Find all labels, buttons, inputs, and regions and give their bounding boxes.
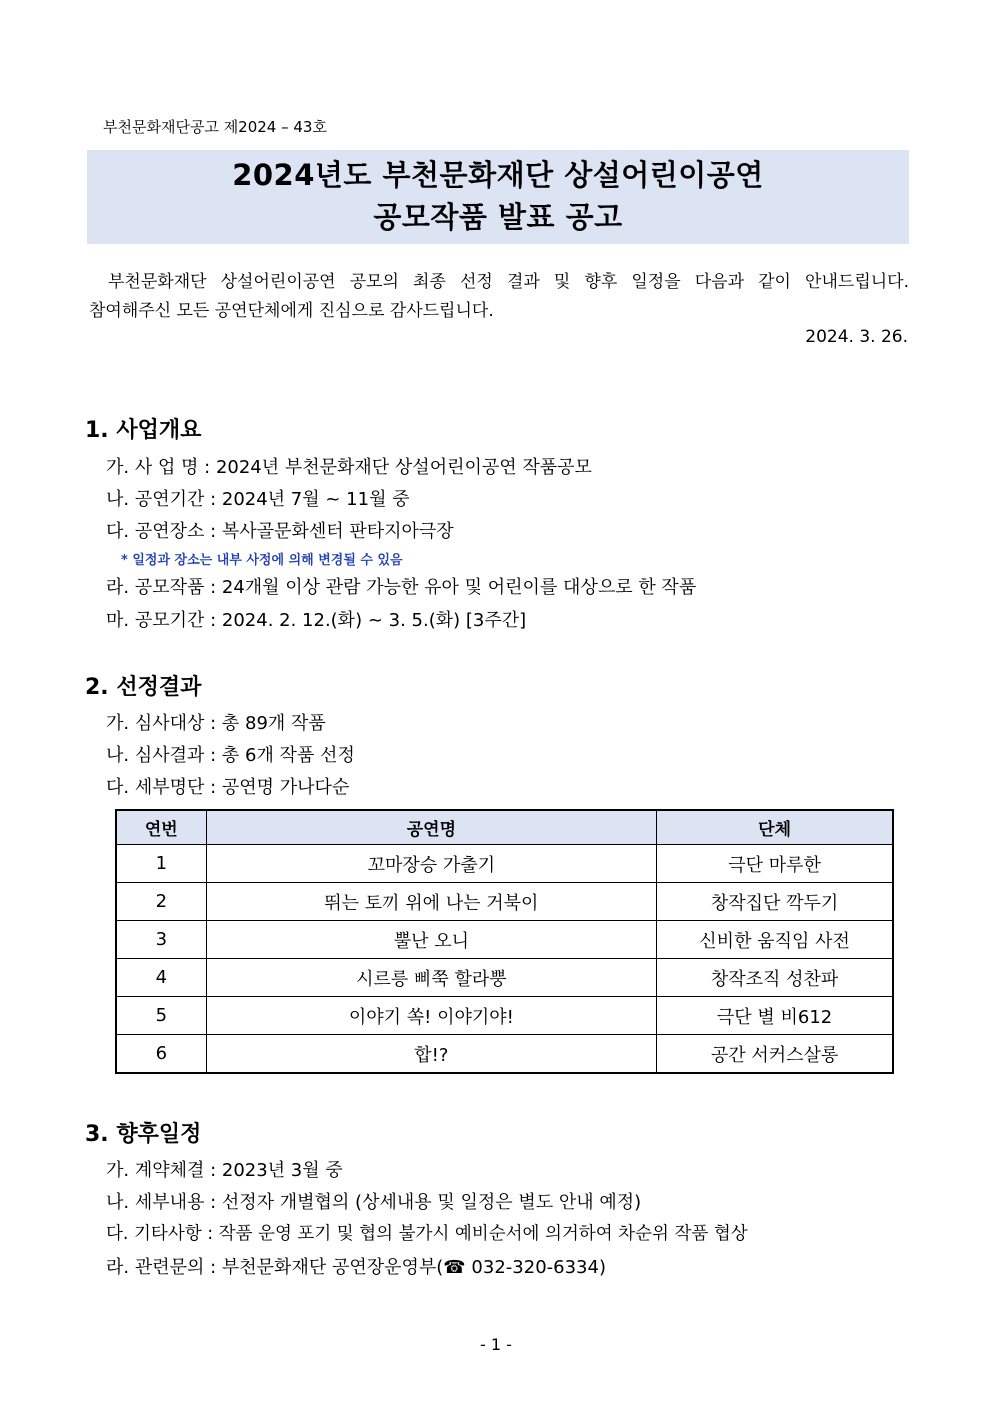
cell-title: 이야기 쏙! 이야기야! [206, 997, 657, 1035]
intro-text [89, 268, 909, 326]
cell-title: 꼬마장승 가출기 [206, 845, 657, 883]
header-title: 공연명 [206, 810, 657, 845]
intro-paragraph-2: 참여해주신 모든 공연단체에게 진심으로 감사드립니다. [89, 301, 494, 321]
cell-number: 2 [116, 883, 206, 921]
section-title-results: 2. 선정결과 [85, 675, 202, 700]
overview-item-name: 가. 사 업 명 : 2024년 부천문화재단 상설어린이공연 작품공모 [106, 457, 592, 478]
section-title-schedule: 3. 향후일정 [85, 1122, 202, 1147]
cell-group: 극단 마루한 [657, 845, 893, 883]
cell-group: 창작조직 성찬파 [657, 959, 893, 997]
schedule-item-details: 나. 세부내용 : 선정자 개별협의 (상세내용 및 일정은 별도 안내 예정) [106, 1192, 642, 1213]
table-row [116, 959, 893, 997]
schedule-item-contract: 가. 계약체결 : 2023년 3월 중 [106, 1160, 343, 1181]
table-row [116, 883, 893, 921]
results-item-reviewed: 가. 심사대상 : 총 89개 작품 [106, 713, 326, 734]
table-row [116, 845, 893, 883]
schedule-item-contact: 라. 관련문의 : 부천문화재단 공연장운영부(☎ 032-320-6334) [106, 1257, 606, 1278]
section-title-overview: 1. 사업개요 [85, 418, 202, 443]
cell-number: 4 [116, 959, 206, 997]
cell-title: 합!? [206, 1035, 657, 1074]
results-item-selected: 나. 심사결과 : 총 6개 작품 선정 [106, 745, 355, 766]
header-group: 단체 [657, 810, 893, 845]
cell-title: 뛰는 토끼 위에 나는 거북이 [206, 883, 657, 921]
notice-number: 부천문화재단공고 제2024 – 43호 [103, 118, 327, 136]
overview-item-target: 라. 공모작품 : 24개월 이상 관람 가능한 유아 및 어린이를 대상으로 한 작품 [106, 577, 697, 598]
page-title-line1: 2024년도 부천문화재단 상설어린이공연 [232, 158, 764, 192]
page-title-line2: 공모작품 발표 공고 [373, 200, 623, 234]
cell-number: 3 [116, 921, 206, 959]
cell-number: 6 [116, 1035, 206, 1074]
cell-group: 신비한 움직임 사전 [657, 921, 893, 959]
cell-group: 창작집단 깍두기 [657, 883, 893, 921]
cell-group: 공간 서커스살롱 [657, 1035, 893, 1074]
cell-number: 5 [116, 997, 206, 1035]
title-banner [87, 150, 909, 244]
overview-item-recruit-period: 마. 공모기간 : 2024. 2. 12.(화) ~ 3. 5.(화) [3주간] [106, 610, 527, 631]
overview-item-venue: 다. 공연장소 : 복사골문화센터 판타지아극장 [106, 521, 454, 542]
cell-group: 극단 별 비612 [657, 997, 893, 1035]
page-number: - 1 - [480, 1335, 512, 1354]
results-item-list: 다. 세부명단 : 공연명 가나다순 [106, 777, 350, 798]
notice-date: 2024. 3. 26. [805, 327, 908, 347]
cell-title: 뿔난 오니 [206, 921, 657, 959]
table-row [116, 1035, 893, 1074]
header-number: 연번 [116, 810, 206, 845]
schedule-item-other: 다. 기타사항 : 작품 운영 포기 및 협의 불가시 예비순서에 의거하여 차순위 작품 협상 [106, 1224, 748, 1244]
cell-title: 시르릉 삐쭉 할라뿡 [206, 959, 657, 997]
overview-note: * 일정과 장소는 내부 사정에 의해 변경될 수 있음 [121, 553, 403, 568]
cell-number: 1 [116, 845, 206, 883]
table-row [116, 921, 893, 959]
table-header-row [116, 810, 893, 845]
table-row [116, 997, 893, 1035]
results-table [115, 809, 894, 1074]
intro-paragraph-1: 부천문화재단 상설어린이공연 공모의 최종 선정 결과 및 향후 일정을 다음과 같이 안내드립니다. [108, 272, 909, 292]
overview-item-period: 나. 공연기간 : 2024년 7월 ~ 11월 중 [106, 489, 410, 510]
